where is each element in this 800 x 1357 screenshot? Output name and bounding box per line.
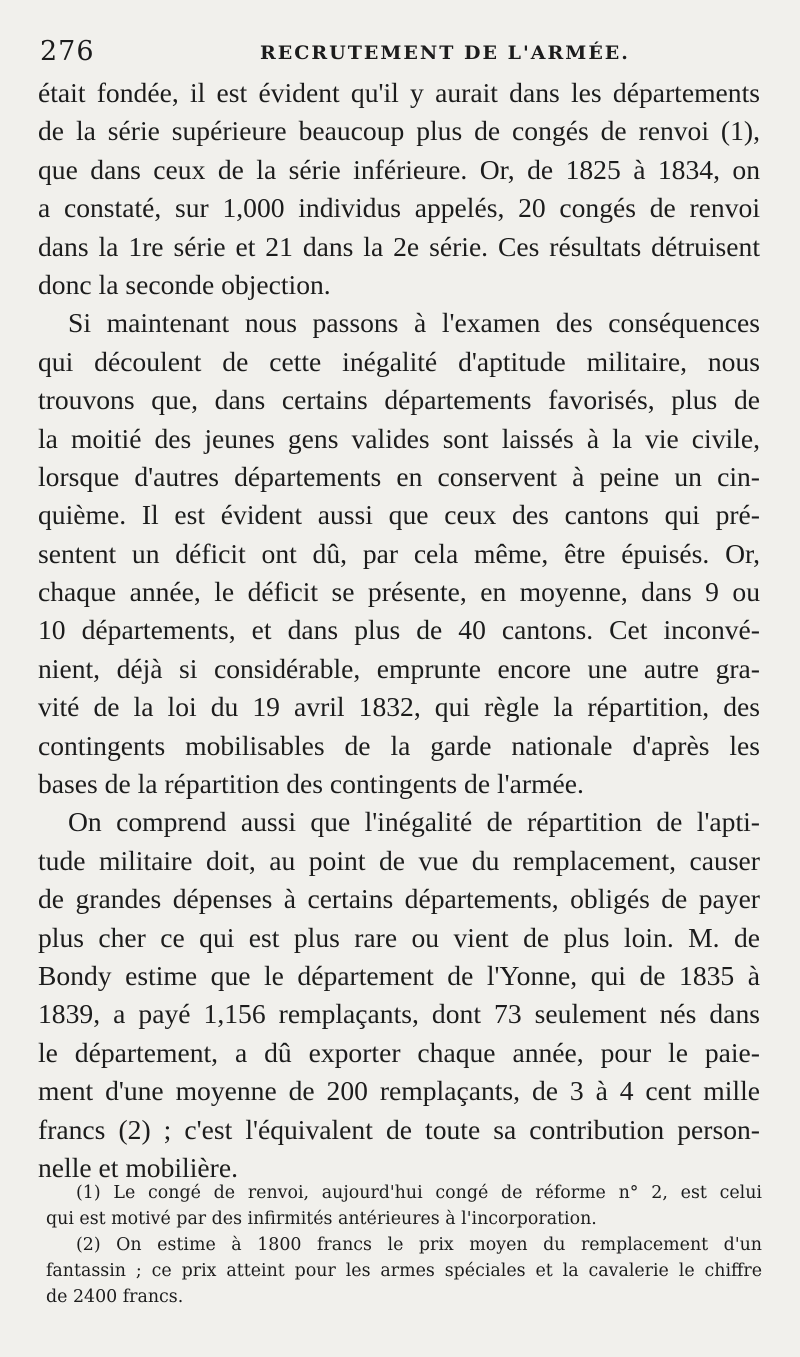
text-line: sentent un déficit ont dû, par cela même, être épuisés. Or, — [38, 537, 760, 569]
running-title: RECRUTEMENT DE L'ARMÉE. — [260, 42, 630, 64]
footnote-line: (2) On estime à 1800 francs le prix moyen du remplacement d'un — [76, 1235, 762, 1255]
footnote-line: qui est motivé par des infirmités antérieures à l'incorporation. — [46, 1209, 597, 1229]
text-line: quième. Il est évident aussi que ceux des cantons qui pré- — [38, 499, 760, 531]
text-line: dans la 1re série et 21 dans la 2e série. Ces résultats détruisent — [38, 230, 760, 262]
text-line: vité de la loi du 19 avril 1832, qui règle la répartition, des — [38, 691, 760, 723]
footnote-line: de 2400 francs. — [46, 1287, 184, 1307]
text-line: qui découlent de cette inégalité d'aptitude militaire, nous — [38, 345, 760, 377]
text-line: On comprend aussi que l'inégalité de répartition de l'apti- — [68, 806, 760, 838]
text-line: la moitié des jeunes gens valides sont laissés à la vie civile, — [38, 422, 760, 454]
text-line: plus cher ce qui est plus rare ou vient de plus loin. M. de — [38, 921, 760, 953]
text-line: 10 départements, et dans plus de 40 cantons. Cet inconvé- — [38, 614, 760, 646]
body-text — [38, 74, 760, 1187]
text-line: francs (2) ; c'est l'équivalent de toute sa contribution person- — [38, 1113, 760, 1145]
text-line: Bondy estime que le département de l'Yonne, qui de 1835 à — [38, 959, 760, 991]
footnote-line: fantassin ; ce prix atteint pour les armes spéciales et la cavalerie le chiffre — [46, 1261, 762, 1281]
text-line: de la série supérieure beaucoup plus de congés de renvoi (1), — [38, 115, 760, 147]
text-line: nient, déjà si considérable, emprunte encore une autre gra- — [38, 652, 760, 684]
text-line: Si maintenant nous passons à l'examen des conséquences — [68, 307, 760, 339]
text-line: ment d'une moyenne de 200 remplaçants, de 3 à 4 cent mille — [38, 1075, 760, 1107]
text-line: que dans ceux de la série inférieure. Or, de 1825 à 1834, on — [38, 153, 760, 185]
text-line: donc la seconde objection. — [38, 268, 331, 300]
text-line: était fondée, il est évident qu'il y aurait dans les départements — [38, 77, 760, 108]
text-line: chaque année, le déficit se présente, en moyenne, dans 9 ou — [38, 576, 760, 608]
footnote-line: (1) Le congé de renvoi, aujourd'hui congé de réforme n° 2, est celui — [76, 1183, 762, 1203]
text-line: a constaté, sur 1,000 individus appelés, 20 congés de renvoi — [38, 192, 760, 224]
text-line: nelle et mobilière. — [38, 1151, 238, 1183]
page-header — [40, 36, 760, 70]
footnotes — [46, 1180, 762, 1310]
text-line: contingents mobilisables de la garde nationale d'après les — [38, 729, 760, 761]
text-line: lorsque d'autres départements en conservent à peine un cin- — [38, 460, 760, 492]
text-line: le département, a dû exporter chaque année, pour le paie- — [38, 1036, 760, 1068]
text-line: trouvons que, dans certains départements favorisés, plus de — [38, 384, 760, 416]
text-line: bases de la répartition des contingents de l'armée. — [38, 768, 584, 800]
page-number: 276 — [40, 36, 95, 67]
text-line: tude militaire doit, au point de vue du remplacement, causer — [38, 844, 760, 876]
text-line: de grandes dépenses à certains départements, obligés de payer — [38, 883, 760, 915]
text-line: 1839, a payé 1,156 remplaçants, dont 73 seulement nés dans — [38, 998, 760, 1030]
